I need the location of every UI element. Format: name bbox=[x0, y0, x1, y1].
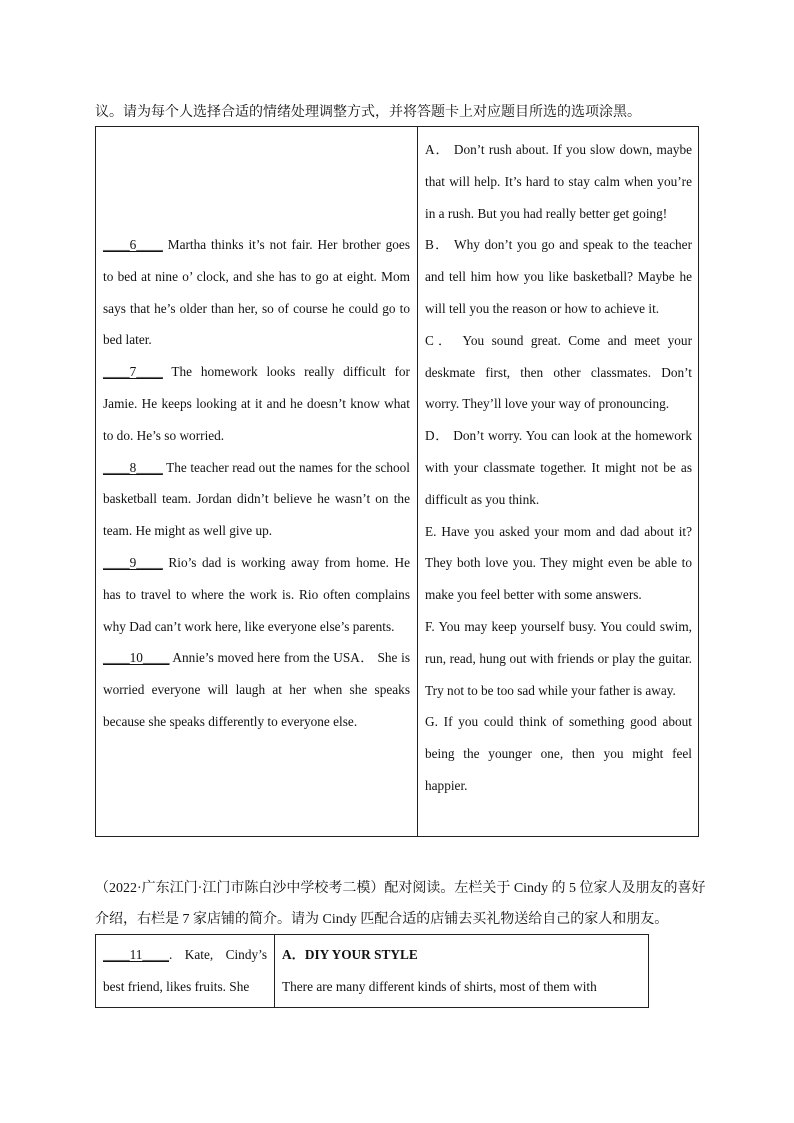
option-e: E. Have you asked your mom and dad about it? They both love you. They might even be able to make you feel better with some answers. bbox=[425, 523, 692, 603]
answer-blank: ____9____ bbox=[103, 554, 163, 570]
intro-line: 议。请为每个人选择合适的情绪处理调整方式，并将答题卡上对应题目所选的选项涂黑。 bbox=[95, 105, 641, 120]
person-item-10: ____10____ Annie’s moved here from the USA． She is worried everyone will laugh at her when she speaks because she speaks differently to everyone else. bbox=[103, 642, 410, 737]
options-column bbox=[425, 134, 692, 802]
answer-blank: ____7____ bbox=[103, 364, 163, 380]
shop-description: There are many different kinds of shirts, most of them with bbox=[282, 979, 597, 994]
column-divider bbox=[417, 127, 418, 836]
option-b: B． Why don’t you go and speak to the teacher and tell him how you like basketball? Maybe he will tell you the reason or how to achieve it. bbox=[425, 237, 692, 316]
option-g: G. If you could think of something good about being the younger one, then you might feel happier. bbox=[425, 714, 692, 793]
matching-table-2 bbox=[95, 934, 649, 1008]
section2-heading: （2022·广东江门·江门市陈白沙中学校考二模）配对阅读。左栏关于 Cindy 的 5 位家人及朋友的喜好 bbox=[95, 881, 706, 896]
person-item-11: ____11____. Kate, Cindy’s best friend, likes fruits. She bbox=[103, 939, 267, 1003]
person-item-9: ____9____ Rio’s dad is working away from home. He has to travel to where the work is. Rio often complains why Dad can’t work here, like everyone else’s parents. bbox=[103, 547, 410, 642]
people-column bbox=[103, 229, 410, 738]
answer-blank: ____10____ bbox=[103, 650, 170, 666]
answer-blank: ____11____ bbox=[103, 947, 169, 962]
option-d: D． Don’t worry. You can look at the homework with your classmate together. It might not be as difficult as you think. bbox=[425, 428, 692, 507]
option-a: A． Don’t rush about. If you slow down, maybe that will help. It’s hard to stay calm when you’re in a rush. But you had really better get going! bbox=[425, 142, 692, 221]
person-item-6: ____6____ Martha thinks it’s not fair. Her brother goes to bed at nine o’ clock, and she has to go at eight. Mom says that he’s older than her, so of course he could go to bed later. bbox=[103, 229, 410, 356]
option-f: F. You may keep yourself busy. You could swim, run, read, hung out with friends or play the guitar. Try not to be too sad while your father is away. bbox=[425, 618, 692, 698]
answer-blank: ____8____ bbox=[103, 459, 163, 475]
matching-table-1 bbox=[95, 126, 699, 837]
shop-title: A．DIY YOUR STYLE bbox=[282, 947, 418, 962]
column-divider bbox=[274, 935, 275, 1007]
answer-blank: ____6____ bbox=[103, 237, 163, 252]
person-item-8: ____8____ The teacher read out the names for the school basketball team. Jordan didn’t believe he wasn’t on the team. He might as well give up. bbox=[103, 452, 410, 547]
section2-instructions: 介绍，右栏是 7 家店铺的简介。请为 Cindy 匹配合适的店铺去买礼物送给自己的家人和朋友。 bbox=[95, 912, 669, 927]
person-item-7: ____7____ The homework looks really difficult for Jamie. He keeps looking at it and he doesn’t know what to do. He’s so worried. bbox=[103, 356, 410, 451]
option-c: C． You sound great. Come and meet your deskmate first, then other classmates. Don’t worry. They’ll love your way of pronouncing. bbox=[425, 332, 692, 412]
shop-option-a bbox=[282, 939, 642, 1003]
